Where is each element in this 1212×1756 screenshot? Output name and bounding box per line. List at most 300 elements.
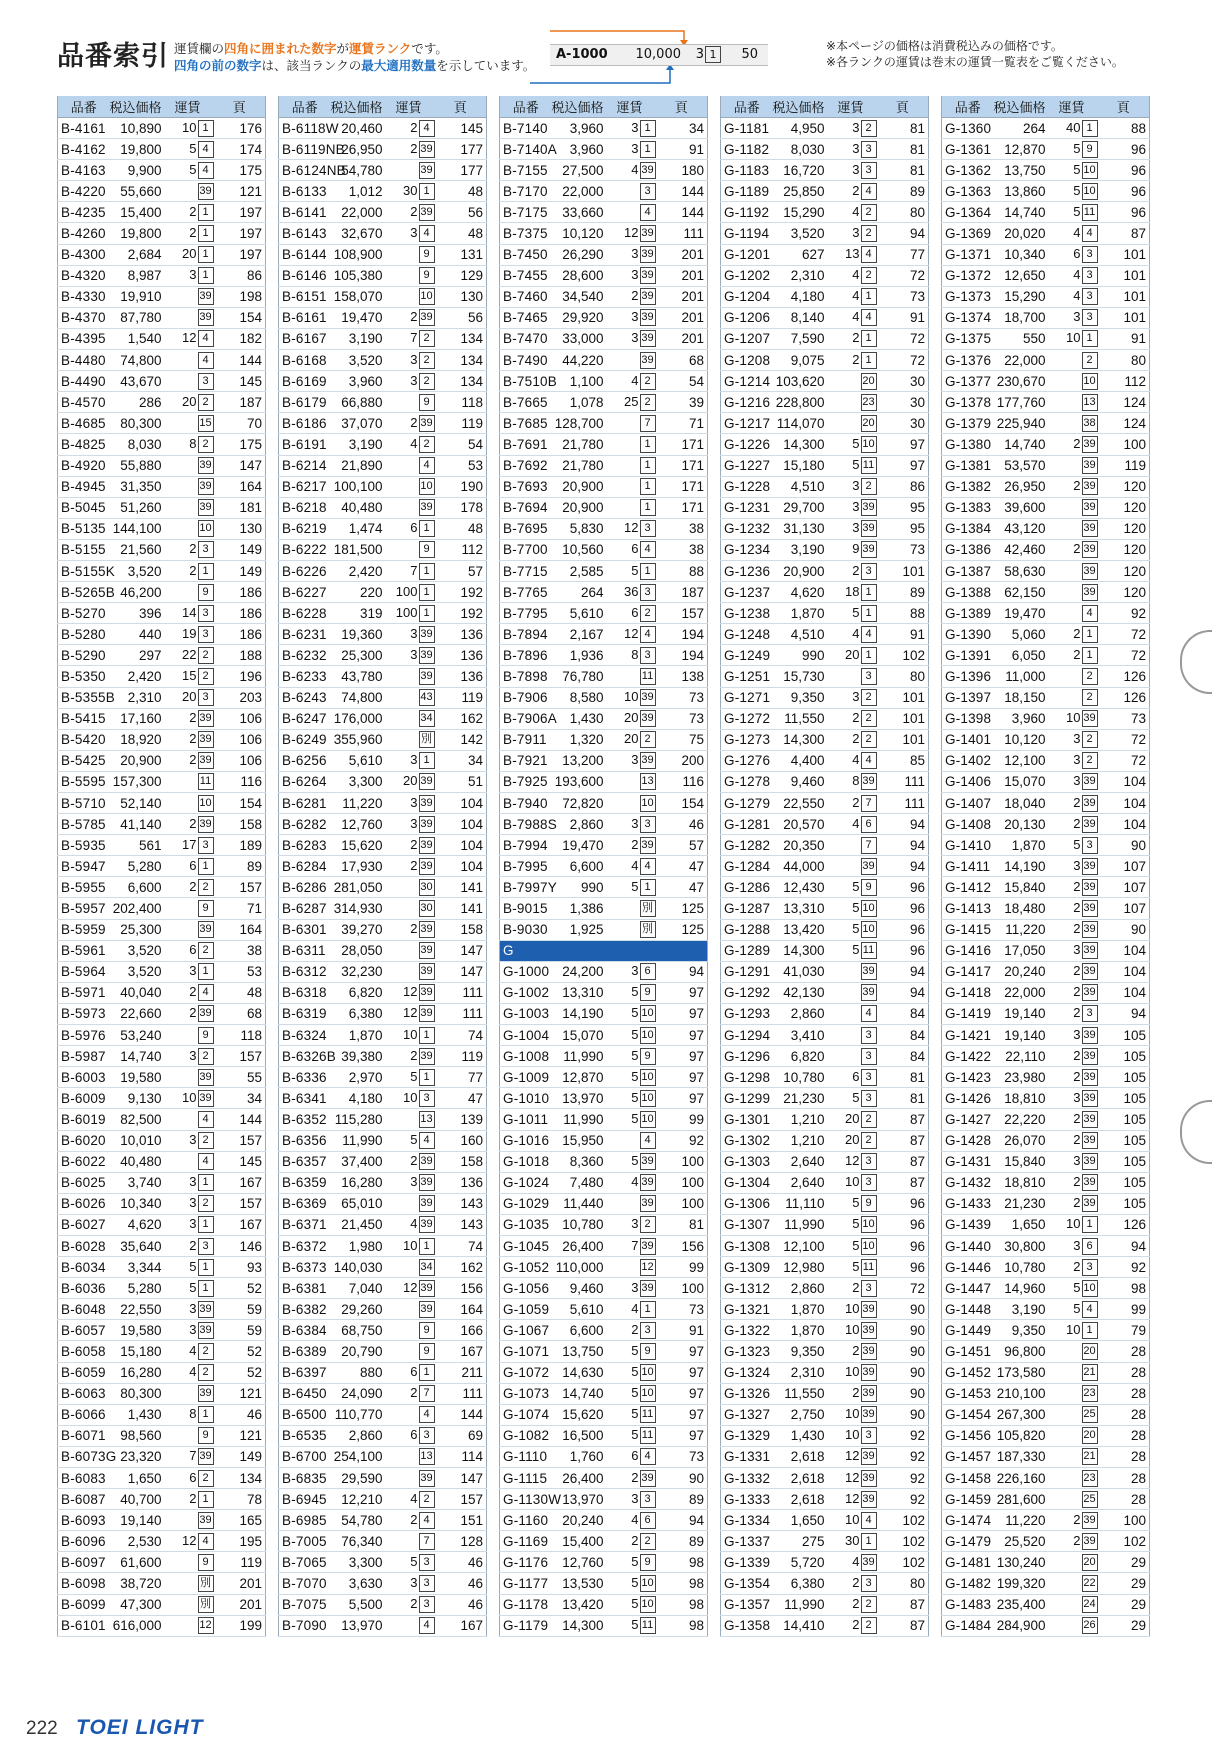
price: 1,540 — [110, 328, 162, 349]
table-row — [942, 877, 1150, 898]
table-row — [58, 1278, 266, 1299]
max-quantity: 4 — [852, 815, 860, 831]
shipping-rank: 9 — [419, 1322, 435, 1339]
shipping — [383, 328, 435, 349]
catalog-page: 105 — [1098, 1046, 1150, 1067]
catalog-page: 96 — [1098, 139, 1150, 160]
shipping-rank: 39 — [198, 183, 214, 200]
product-code: G-1303 — [721, 1151, 773, 1172]
max-quantity: 2 — [189, 1237, 197, 1253]
price: 130,240 — [994, 1552, 1046, 1573]
catalog-page: 94 — [1098, 1235, 1150, 1256]
catalog-page: 201 — [656, 244, 708, 265]
max-quantity: 4 — [631, 1174, 639, 1190]
max-quantity: 4 — [189, 1343, 197, 1359]
header-code: 品番 — [942, 96, 994, 118]
price: 20,570 — [773, 814, 825, 835]
catalog-page: 87 — [1098, 223, 1150, 244]
catalog-page: 116 — [214, 771, 266, 792]
shipping — [1046, 518, 1098, 539]
max-quantity: 20 — [624, 731, 639, 747]
price: 17,050 — [994, 940, 1046, 961]
shipping-rank: 4 — [419, 1132, 435, 1149]
product-code: B-6019 — [58, 1109, 110, 1130]
catalog-page: 104 — [1098, 771, 1150, 792]
product-code: G-1231 — [721, 497, 773, 518]
max-quantity: 5 — [631, 1553, 639, 1569]
table-row — [279, 497, 487, 518]
shipping-rank: 3 — [861, 668, 877, 685]
shipping — [1046, 1594, 1098, 1615]
price: 9,350 — [994, 1320, 1046, 1341]
product-code: B-5947 — [58, 856, 110, 877]
price: 13,860 — [994, 181, 1046, 202]
price: 9,350 — [773, 1341, 825, 1362]
price: 10,340 — [994, 244, 1046, 265]
table-row — [500, 603, 708, 624]
table-row — [279, 1341, 487, 1362]
catalog-page: 144 — [656, 202, 708, 223]
price: 9,900 — [110, 160, 162, 181]
product-code: G-1248 — [721, 624, 773, 645]
shipping-rank: 39 — [1082, 520, 1098, 537]
max-quantity: 2 — [189, 203, 197, 219]
product-code: B-6256 — [279, 750, 331, 771]
catalog-page: 105 — [1098, 1067, 1150, 1088]
table-row — [58, 1172, 266, 1193]
price: 235,400 — [994, 1594, 1046, 1615]
header-price: 税込価格 — [552, 96, 604, 118]
table-row — [942, 1193, 1150, 1214]
catalog-page: 28 — [1098, 1362, 1150, 1383]
shipping — [383, 413, 435, 434]
shipping-rank: 21 — [1082, 1448, 1098, 1465]
catalog-page: 73 — [1098, 708, 1150, 729]
catalog-page: 34 — [656, 118, 708, 139]
table-row — [500, 919, 708, 940]
product-code: G-1474 — [942, 1510, 994, 1531]
price: 202,400 — [110, 898, 162, 919]
shipping-rank: 30 — [419, 900, 435, 917]
shipping — [604, 1214, 656, 1235]
shipping — [162, 898, 214, 919]
price: 627 — [773, 244, 825, 265]
table-row — [279, 434, 487, 455]
shipping — [383, 1510, 435, 1531]
table-row — [279, 392, 487, 413]
shipping-rank: 39 — [640, 352, 656, 369]
shipping-rank: 39 — [1082, 1174, 1098, 1191]
price: 9,075 — [773, 350, 825, 371]
max-quantity: 5 — [410, 1068, 418, 1084]
product-code: B-6301 — [279, 919, 331, 940]
max-quantity: 2 — [410, 414, 418, 430]
catalog-page: 182 — [214, 328, 266, 349]
shipping-rank: 39 — [1082, 1195, 1098, 1212]
catalog-page: 91 — [877, 624, 929, 645]
max-quantity: 5 — [631, 1111, 639, 1127]
price: 87,780 — [110, 307, 162, 328]
price: 173,580 — [994, 1362, 1046, 1383]
shipping — [825, 1383, 877, 1404]
price: 13,310 — [552, 982, 604, 1003]
shipping-rank: 39 — [198, 309, 214, 326]
product-code: G-1009 — [500, 1067, 552, 1088]
shipping-rank: 39 — [419, 1153, 435, 1170]
table-row — [721, 729, 929, 750]
product-code: G-1390 — [942, 624, 994, 645]
shipping-rank: 11 — [861, 1259, 877, 1276]
shipping-rank: 39 — [1082, 795, 1098, 812]
table-row — [58, 560, 266, 581]
table-row — [279, 1615, 487, 1636]
table-row — [500, 1172, 708, 1193]
product-code: B-5420 — [58, 729, 110, 750]
table-row — [942, 898, 1150, 919]
header-ship: 運賃 — [162, 96, 214, 118]
product-code: B-6099 — [58, 1594, 110, 1615]
shipping — [383, 1130, 435, 1151]
price: 32,670 — [331, 223, 383, 244]
shipping-rank: 39 — [1082, 710, 1098, 727]
catalog-page: 174 — [214, 139, 266, 160]
product-code: G-1479 — [942, 1531, 994, 1552]
price: 13,970 — [552, 1088, 604, 1109]
product-code: G-1301 — [721, 1109, 773, 1130]
product-code: G-1453 — [942, 1383, 994, 1404]
price: 28,050 — [331, 940, 383, 961]
shipping-rank: 39 — [419, 1280, 435, 1297]
table-row — [58, 624, 266, 645]
table-row — [721, 687, 929, 708]
table-row — [279, 1067, 487, 1088]
table-row — [58, 307, 266, 328]
shipping-rank: 39 — [861, 1448, 877, 1465]
table-row — [942, 1404, 1150, 1425]
table-row — [942, 476, 1150, 497]
table-row — [721, 1214, 929, 1235]
price: 29,920 — [552, 307, 604, 328]
shipping-rank: 3 — [198, 626, 214, 643]
price: 54,780 — [331, 1510, 383, 1531]
shipping — [604, 1341, 656, 1362]
price: 1,980 — [331, 1235, 383, 1256]
price: 40,040 — [110, 982, 162, 1003]
shipping-rank: 9 — [1082, 141, 1098, 158]
shipping — [604, 624, 656, 645]
shipping-rank: 1 — [198, 1406, 214, 1423]
catalog-page: 151 — [435, 1510, 487, 1531]
catalog-page: 81 — [877, 118, 929, 139]
product-code: B-7896 — [500, 645, 552, 666]
table-row — [721, 476, 929, 497]
max-quantity: 2 — [631, 288, 639, 304]
product-code: G-1481 — [942, 1552, 994, 1573]
shipping — [162, 139, 214, 160]
shipping — [1046, 476, 1098, 497]
table-row — [58, 1320, 266, 1341]
price: 1,870 — [773, 1299, 825, 1320]
intro-line-1 — [174, 40, 535, 57]
shipping-rank: 10 — [640, 1364, 656, 1381]
max-quantity: 2 — [189, 1490, 197, 1506]
catalog-page: 87 — [877, 1109, 929, 1130]
product-code: B-6034 — [58, 1257, 110, 1278]
shipping-rank: 21 — [1082, 1364, 1098, 1381]
max-quantity: 2 — [852, 1385, 860, 1401]
price: 52,140 — [110, 793, 162, 814]
product-code: B-7685 — [500, 413, 552, 434]
shipping-rank: 2 — [640, 1533, 656, 1550]
price: 53,570 — [994, 455, 1046, 476]
table-row — [500, 497, 708, 518]
product-code: B-4235 — [58, 202, 110, 223]
catalog-page: 145 — [214, 1151, 266, 1172]
table-row — [58, 1109, 266, 1130]
max-quantity: 5 — [1073, 203, 1081, 219]
shipping — [604, 328, 656, 349]
max-quantity: 4 — [852, 267, 860, 283]
shipping-rank: 9 — [419, 246, 435, 263]
max-quantity: 3 — [631, 119, 639, 135]
shipping — [825, 1615, 877, 1636]
catalog-page: 53 — [435, 455, 487, 476]
max-quantity: 6 — [631, 541, 639, 557]
price: 18,480 — [994, 898, 1046, 919]
shipping-rank: 9 — [198, 1427, 214, 1444]
catalog-page: 92 — [877, 1468, 929, 1489]
shipping — [383, 771, 435, 792]
shipping-rank: 39 — [419, 858, 435, 875]
catalog-page: 80 — [877, 202, 929, 223]
product-code: B-7450 — [500, 244, 552, 265]
shipping — [604, 455, 656, 476]
max-quantity: 2 — [1073, 900, 1081, 916]
shipping-rank: 7 — [861, 795, 877, 812]
shipping-rank: 3 — [861, 563, 877, 580]
product-code: G-1284 — [721, 856, 773, 877]
catalog-page: 119 — [435, 1046, 487, 1067]
product-code: B-6124NB — [279, 160, 331, 181]
shipping — [1046, 1489, 1098, 1510]
catalog-page: 57 — [435, 560, 487, 581]
table-row — [279, 1594, 487, 1615]
price: 32,230 — [331, 961, 383, 982]
catalog-page: 38 — [656, 518, 708, 539]
price: 28,600 — [552, 265, 604, 286]
catalog-page: 156 — [656, 1235, 708, 1256]
shipping — [1046, 1235, 1098, 1256]
catalog-page: 138 — [656, 666, 708, 687]
product-code: B-6369 — [279, 1193, 331, 1214]
product-code: B-9030 — [500, 919, 552, 940]
shipping-rank: 39 — [1082, 1048, 1098, 1065]
shipping-rank: 10 — [861, 1216, 877, 1233]
product-code: B-4163 — [58, 160, 110, 181]
price: 1,925 — [552, 919, 604, 940]
product-code: G-1377 — [942, 371, 994, 392]
shipping — [1046, 1214, 1098, 1235]
shipping — [383, 160, 435, 181]
catalog-page: 48 — [435, 223, 487, 244]
max-quantity: 8 — [852, 773, 860, 789]
shipping — [383, 244, 435, 265]
shipping-rank: 39 — [640, 330, 656, 347]
product-code: B-7510B — [500, 371, 552, 392]
table-row — [942, 1214, 1150, 1235]
shipping-rank: 39 — [1082, 541, 1098, 558]
catalog-page: 93 — [214, 1257, 266, 1278]
price: 72,820 — [552, 793, 604, 814]
max-quantity: 2 — [410, 1047, 418, 1063]
shipping — [162, 1067, 214, 1088]
catalog-page: 96 — [1098, 181, 1150, 202]
table-row — [942, 1446, 1150, 1467]
table-row — [279, 371, 487, 392]
product-code: G-1457 — [942, 1446, 994, 1467]
shipping-rank: 1 — [198, 204, 214, 221]
product-code: B-6048 — [58, 1299, 110, 1320]
catalog-page: 102 — [877, 1510, 929, 1531]
product-code: B-4570 — [58, 392, 110, 413]
product-code: G-1169 — [500, 1531, 552, 1552]
shipping-rank: 2 — [198, 1048, 214, 1065]
max-quantity: 4 — [1073, 225, 1081, 241]
price: 5,830 — [552, 518, 604, 539]
catalog-page: 72 — [877, 350, 929, 371]
product-code: B-6324 — [279, 1025, 331, 1046]
product-code: B-6336 — [279, 1067, 331, 1088]
product-code: G-1178 — [500, 1594, 552, 1615]
catalog-page: 86 — [877, 476, 929, 497]
max-quantity: 15 — [182, 668, 197, 684]
max-quantity: 13 — [845, 246, 860, 262]
table-row — [58, 940, 266, 961]
shipping — [383, 1404, 435, 1425]
shipping — [383, 793, 435, 814]
max-quantity: 3 — [852, 499, 860, 515]
shipping — [604, 1109, 656, 1130]
shipping — [825, 1594, 877, 1615]
shipping — [825, 603, 877, 624]
table-row — [58, 919, 266, 940]
shipping — [162, 1172, 214, 1193]
product-code: B-6243 — [279, 687, 331, 708]
table-header-row — [58, 96, 266, 118]
price: 1,430 — [110, 1404, 162, 1425]
price: 22,000 — [552, 181, 604, 202]
shipping — [162, 1320, 214, 1341]
table-row — [500, 1362, 708, 1383]
catalog-page: 98 — [656, 1615, 708, 1636]
shipping-rank: 2 — [640, 373, 656, 390]
catalog-page: 96 — [877, 919, 929, 940]
catalog-page: 89 — [656, 1531, 708, 1552]
header-ship: 運賃 — [825, 96, 877, 118]
product-code: G-1312 — [721, 1278, 773, 1299]
table-row — [500, 1278, 708, 1299]
shipping — [162, 518, 214, 539]
shipping-rank: 4 — [419, 225, 435, 242]
catalog-page: 154 — [656, 793, 708, 814]
max-quantity: 3 — [631, 815, 639, 831]
price: 3,520 — [110, 961, 162, 982]
shipping-rank: 2 — [861, 267, 877, 284]
price: 158,070 — [331, 286, 383, 307]
shipping-rank: 2 — [1082, 352, 1098, 369]
price: 11,220 — [994, 919, 1046, 940]
price: 2,420 — [110, 666, 162, 687]
product-code: G-1000 — [500, 961, 552, 982]
product-code: B-6450 — [279, 1383, 331, 1404]
catalog-page: 77 — [877, 244, 929, 265]
max-quantity: 5 — [1073, 182, 1081, 198]
shipping — [825, 139, 877, 160]
catalog-page: 74 — [435, 1025, 487, 1046]
shipping-rank: 3 — [640, 647, 656, 664]
shipping — [162, 1404, 214, 1425]
shipping — [1046, 1468, 1098, 1489]
max-quantity: 3 — [410, 351, 418, 367]
catalog-page: 197 — [214, 244, 266, 265]
shipping — [604, 835, 656, 856]
price: 1,870 — [331, 1025, 383, 1046]
table-row — [721, 1025, 929, 1046]
intro-text-part: です。 — [411, 41, 448, 56]
shipping-rank: 10 — [640, 1111, 656, 1128]
table-row — [721, 307, 929, 328]
max-quantity: 12 — [182, 330, 197, 346]
note-tax: ※本ページの価格は消費税込みの価格です。 — [826, 39, 1063, 53]
table-row — [500, 1003, 708, 1024]
shipping-rank: 3 — [640, 1491, 656, 1508]
shipping-rank: 39 — [861, 1554, 877, 1571]
table-row — [279, 687, 487, 708]
catalog-page: 48 — [435, 181, 487, 202]
product-code: G-1408 — [942, 814, 994, 835]
catalog-page: 34 — [214, 1088, 266, 1109]
product-code: B-6025 — [58, 1172, 110, 1193]
shipping-rank: 1 — [198, 1491, 214, 1508]
max-quantity: 12 — [403, 1005, 418, 1021]
shipping — [1046, 793, 1098, 814]
price: 2,585 — [552, 560, 604, 581]
header-code: 品番 — [58, 96, 110, 118]
price: 2,310 — [110, 687, 162, 708]
max-quantity: 6 — [410, 520, 418, 536]
catalog-page: 164 — [214, 919, 266, 940]
table-row — [500, 560, 708, 581]
price: 22,550 — [773, 793, 825, 814]
table-row — [500, 624, 708, 645]
product-code: B-6227 — [279, 582, 331, 603]
catalog-page: 144 — [214, 1109, 266, 1130]
price: 62,150 — [994, 582, 1046, 603]
product-code: G-1296 — [721, 1046, 773, 1067]
product-code: B-4395 — [58, 328, 110, 349]
catalog-page: 176 — [214, 118, 266, 139]
max-quantity: 3 — [631, 1490, 639, 1506]
product-code: B-7994 — [500, 835, 552, 856]
max-quantity: 20 — [403, 773, 418, 789]
price: 19,580 — [110, 1320, 162, 1341]
shipping — [1046, 286, 1098, 307]
catalog-page: 71 — [656, 413, 708, 434]
price: 15,180 — [110, 1341, 162, 1362]
shipping-rank: 3 — [198, 605, 214, 622]
catalog-page: 91 — [656, 1320, 708, 1341]
price: 12,100 — [773, 1235, 825, 1256]
